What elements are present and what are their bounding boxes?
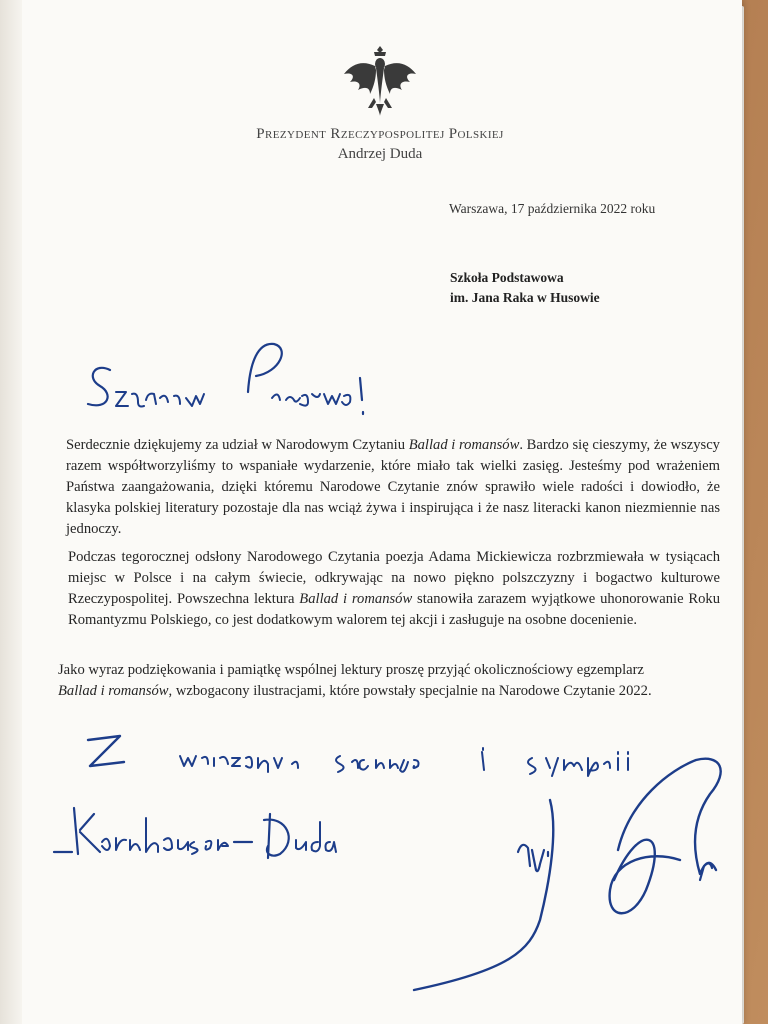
- signature-kornhauser-duda: [50, 800, 390, 870]
- paragraph-1-part-a: Serdecznie dziękujemy za udział w Narodowym Czytaniu: [66, 437, 409, 453]
- folder-spine: [0, 0, 22, 1024]
- paragraph-2-part-a: Podczas tegorocznej odsłony Narodowego Czytania poezja Adama Mickiewicza rozbrzmiewała w tysiącach miejsc w Polsce i na całym świecie, odkrywając na nowo piękno polszczyzny i bogactwo kulturowe Rzeczypospolitej. Powszechna lektura: [68, 549, 720, 607]
- paragraph-2: [68, 547, 720, 631]
- book-title-1: Ballad i romansów: [408, 437, 520, 453]
- paragraph-2-part-c: stanowiła zarazem wyjątkowe uhonorowanie Roku Romantyzmu Polskiego, co jest dodatkowym walorem tej akcji i zasługuje na osobne docenienie.: [68, 591, 721, 628]
- addressee-block: [450, 268, 600, 308]
- letterhead-office: Prezydent Rzeczypospolitej Polskiej: [256, 126, 504, 142]
- letterhead: [180, 126, 580, 163]
- addressee-line-1: Szkoła Podstawowa: [450, 270, 564, 285]
- date-line: Warszawa, 17 października 2022 roku: [449, 201, 656, 216]
- book-title-2: Ballad i romansów: [299, 591, 413, 607]
- paragraph-3: [58, 660, 722, 702]
- paragraph-1: [66, 435, 720, 540]
- handwritten-salutation: [80, 322, 380, 422]
- paragraph-3-part-c: , wzbogacony ilustracjami, które powstały specjalnie na Narodowe Czytanie 2022.: [168, 683, 652, 699]
- addressee-line-2: im. Jana Raka w Husowie: [450, 290, 600, 305]
- paragraph-1-part-c: . Bardzo się cieszymy, że wszyscy razem współtworzyliśmy to wspaniałe wydarzenie, które miało tak wielki zasięg. Jesteśmy pod wrażeniem Państwa zaangażowania, dzięki któremu Narodowe Czytanie znów sprawiło wiele radości i dowiodło, że klasyka polskiej literatury pozostaje dla nas wciąż żywa i inspirująca i że nasz literacki kanon niezmiennie nas jednoczy.: [66, 437, 720, 537]
- book-title-3: Ballad i romansów: [58, 683, 169, 699]
- polish-eagle-emblem-icon: [340, 42, 420, 116]
- paragraph-3-part-a: Jako wyraz podziękowania i pamiątkę wspólnej lektury proszę przyjąć okolicznościowy egzemplarz: [58, 662, 644, 678]
- signature-andrzej-duda: [400, 740, 740, 1000]
- letterhead-name: Andrzej Duda: [337, 146, 423, 162]
